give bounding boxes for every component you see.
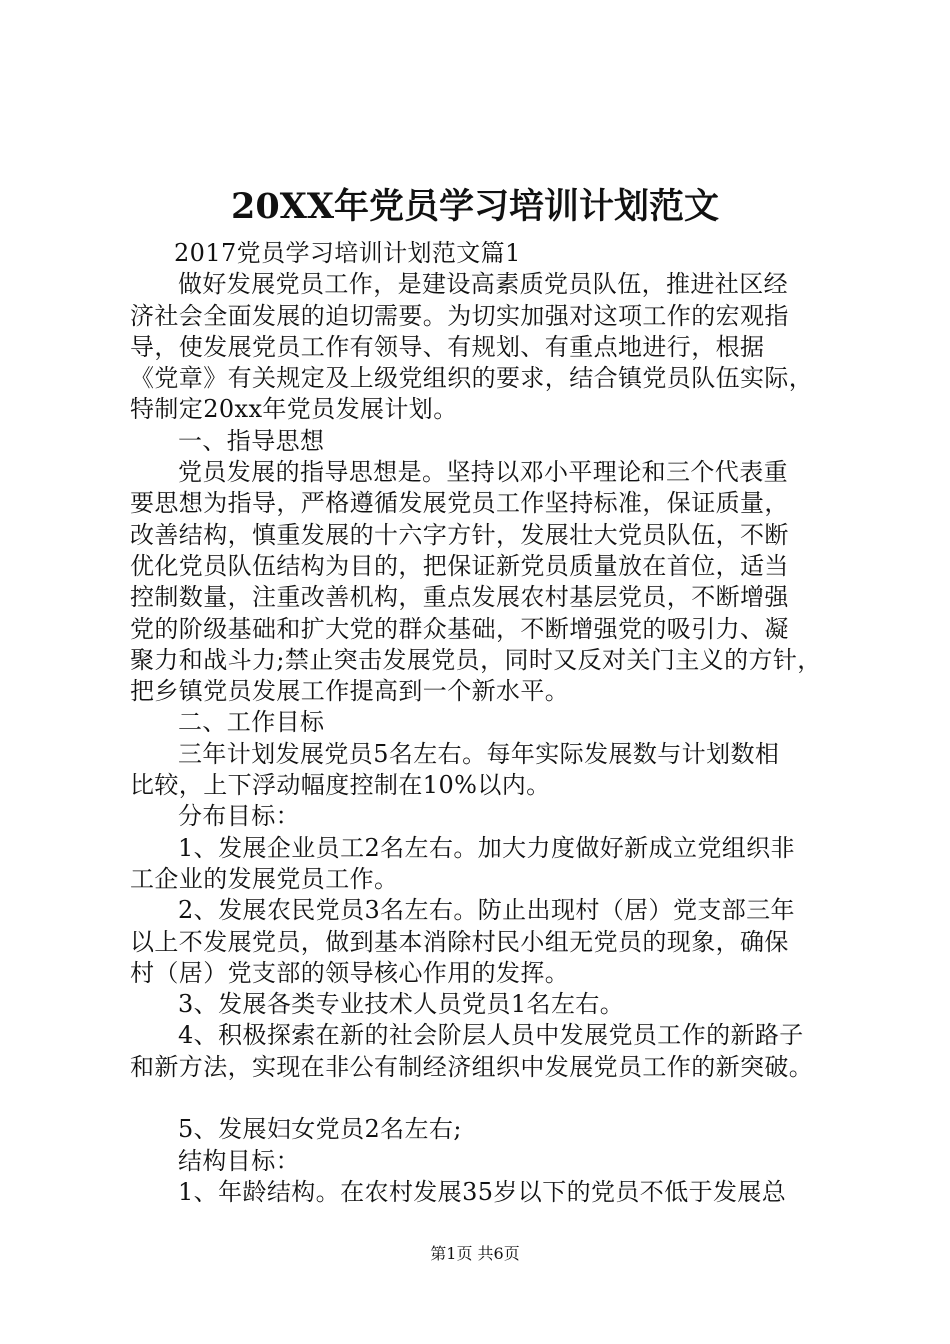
paragraph-line: 党的阶级基础和扩大党的群众基础，不断增强党的吸引力、凝 — [130, 614, 789, 643]
paragraph-line: 把乡镇党员发展工作提高到一个新水平。 — [130, 677, 570, 706]
blank-line — [130, 1083, 850, 1114]
list-item: 1、发展企业员工2名左右。加大力度做好新成立党组织非 — [178, 833, 795, 862]
paragraph-line: 特制定20xx年党员发展计划。 — [130, 395, 458, 424]
paragraph-line: 导，使发展党员工作有领导、有规划、有重点地进行，根据 — [130, 332, 765, 361]
paragraph-line: 济社会全面发展的迫切需要。为切实加强对这项工作的宏观指 — [130, 301, 789, 330]
list-item-continuation: 工企业的发展党员工作。 — [130, 864, 399, 893]
paragraph-line: 比较，上下浮动幅度控制在10%以内。 — [130, 771, 551, 800]
paragraph-line: 《党章》有关规定及上级党组织的要求，结合镇党员队伍实际， — [130, 364, 814, 393]
section-heading: 2017党员学习培训计划范文篇1 — [174, 239, 521, 267]
paragraph-line: 优化党员队伍结构为目的，把保证新党员质量放在首位，适当 — [130, 551, 789, 580]
paragraph-line: 党员发展的指导思想是。坚持以邓小平理论和三个代表重 — [178, 458, 788, 487]
list-item: 2、发展农民党员3名左右。防止出现村（居）党支部三年 — [178, 896, 795, 925]
paragraph-line: 改善结构，慎重发展的十六字方针，发展壮大党员队伍，不断 — [130, 520, 789, 549]
paragraph-line: 控制数量，注重改善机构，重点发展农村基层党员，不断增强 — [130, 583, 789, 612]
section-heading: 一、指导思想 — [178, 426, 325, 455]
document-title: 20XX年党员学习培训计划范文 — [230, 186, 720, 227]
document-body — [130, 238, 850, 1208]
list-item-continuation: 以上不发展党员，做到基本消除村民小组无党员的现象，确保 — [130, 927, 789, 956]
paragraph-line: 要思想为指导，严格遵循发展党员工作坚持标准，保证质量， — [130, 489, 789, 518]
paragraph-line: 三年计划发展党员5名左右。每年实际发展数与计划数相 — [178, 739, 780, 768]
list-item-continuation: 村（居）党支部的领导核心作用的发挥。 — [130, 958, 570, 987]
list-item: 5、发展妇女党员2名左右; — [178, 1115, 462, 1144]
list-item-continuation: 和新方法，实现在非公有制经济组织中发展党员工作的新突破。 — [130, 1052, 814, 1081]
page-footer: 第1页 共6页 — [430, 1244, 520, 1263]
list-item: 1、年龄结构。在农村发展35岁以下的党员不低于发展总 — [178, 1177, 787, 1206]
paragraph-line: 做好发展党员工作，是建设高素质党员队伍，推进社区经 — [178, 270, 788, 299]
subheading: 分布目标： — [178, 802, 300, 831]
section-heading: 二、工作目标 — [178, 708, 325, 737]
subheading: 结构目标： — [178, 1146, 300, 1175]
list-item: 4、积极探索在新的社会阶层人员中发展党员工作的新路子 — [178, 1021, 804, 1050]
list-item: 3、发展各类专业技术人员党员1名左右。 — [178, 990, 625, 1019]
paragraph-line: 聚力和战斗力;禁止突击发展党员，同时又反对关门主义的方针， — [130, 645, 822, 674]
